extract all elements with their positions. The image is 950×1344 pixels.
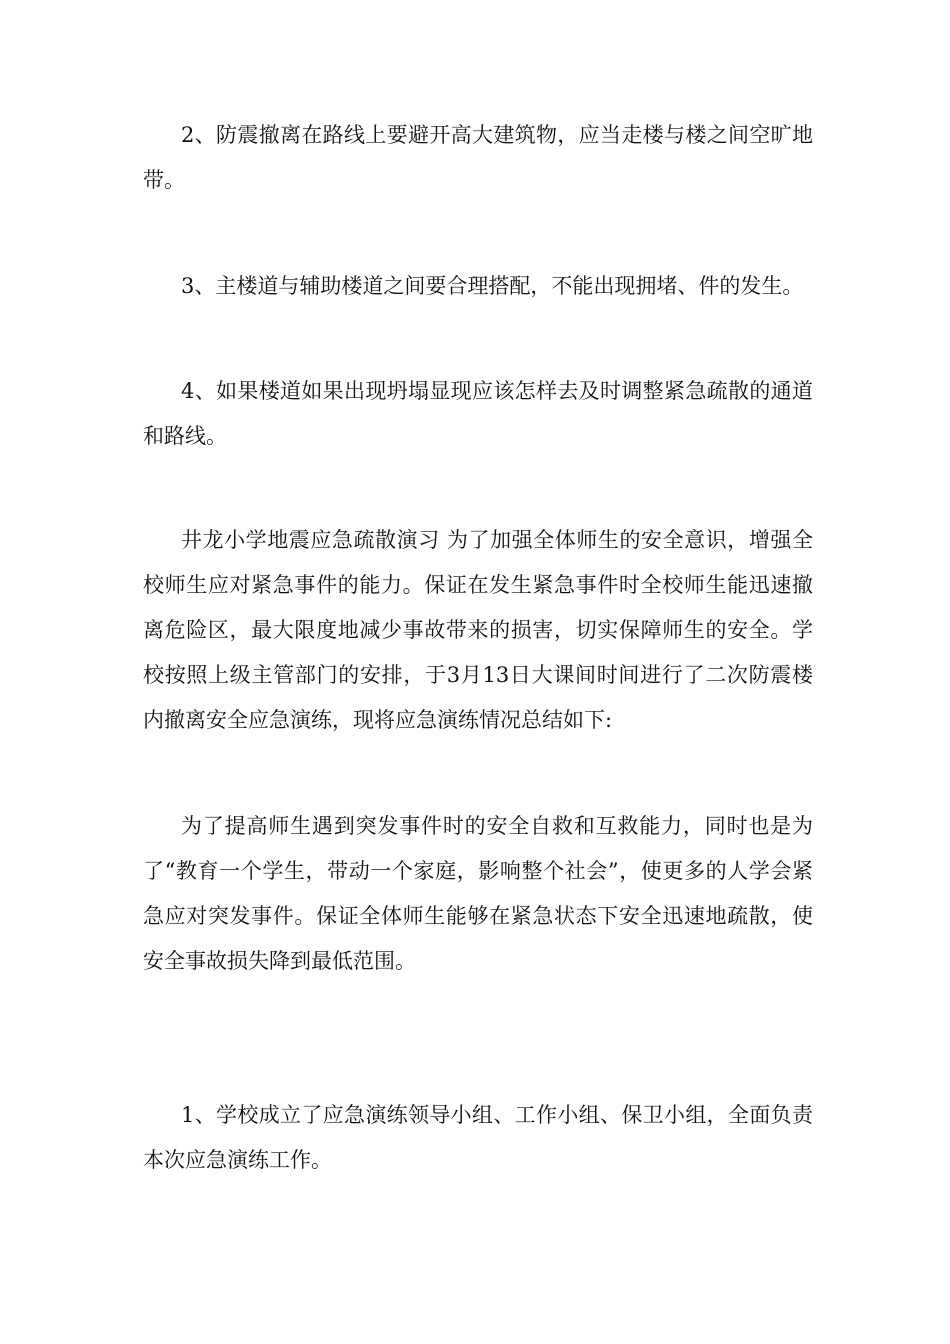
paragraph-drill-purpose: 为了提高师生遇到突发事件时的安全自救和互救能力，同时也是为了“教育一个学生，带动一个家庭，影响整个社会”，使更多的人学会紧急应对突发事件。保证全体师生能够在紧急状态下安全迅速地疏散，使安全事故损失降到最低范围。 [143,814,813,973]
paragraph-drill-summary: 井龙小学地震应急疏散演习 为了加强全体师生的安全意识，增强全校师生应对紧急事件的能力。保证在发生紧急事件时全校师生能迅速撤离危险区，最大限度地减少事故带来的损害，切实保障师生的安全。学校按照上级主管部门的安排，于3月13日大课间时间进行了二次防震楼内撤离安全应急演练，现将应急演练情况总结如下: [143,528,813,732]
paragraph-stairway-collapse: 4、如果楼道如果出现坍塌显现应该怎样去及时调整紧急疏散的通道和路线。 [143,379,813,448]
paragraph-leadership-group: 1、学校成立了应急演练领导小组、工作小组、保卫小组，全面负责本次应急演练工作。 [143,1103,813,1172]
paragraph-evacuation-route: 2、防震撤离在路线上要避开高大建筑物，应当走楼与楼之间空旷地带。 [143,123,813,192]
paragraph-stairway-coordination: 3、主楼道与辅助楼道之间要合理搭配，不能出现拥堵、件的发生。 [181,274,804,298]
